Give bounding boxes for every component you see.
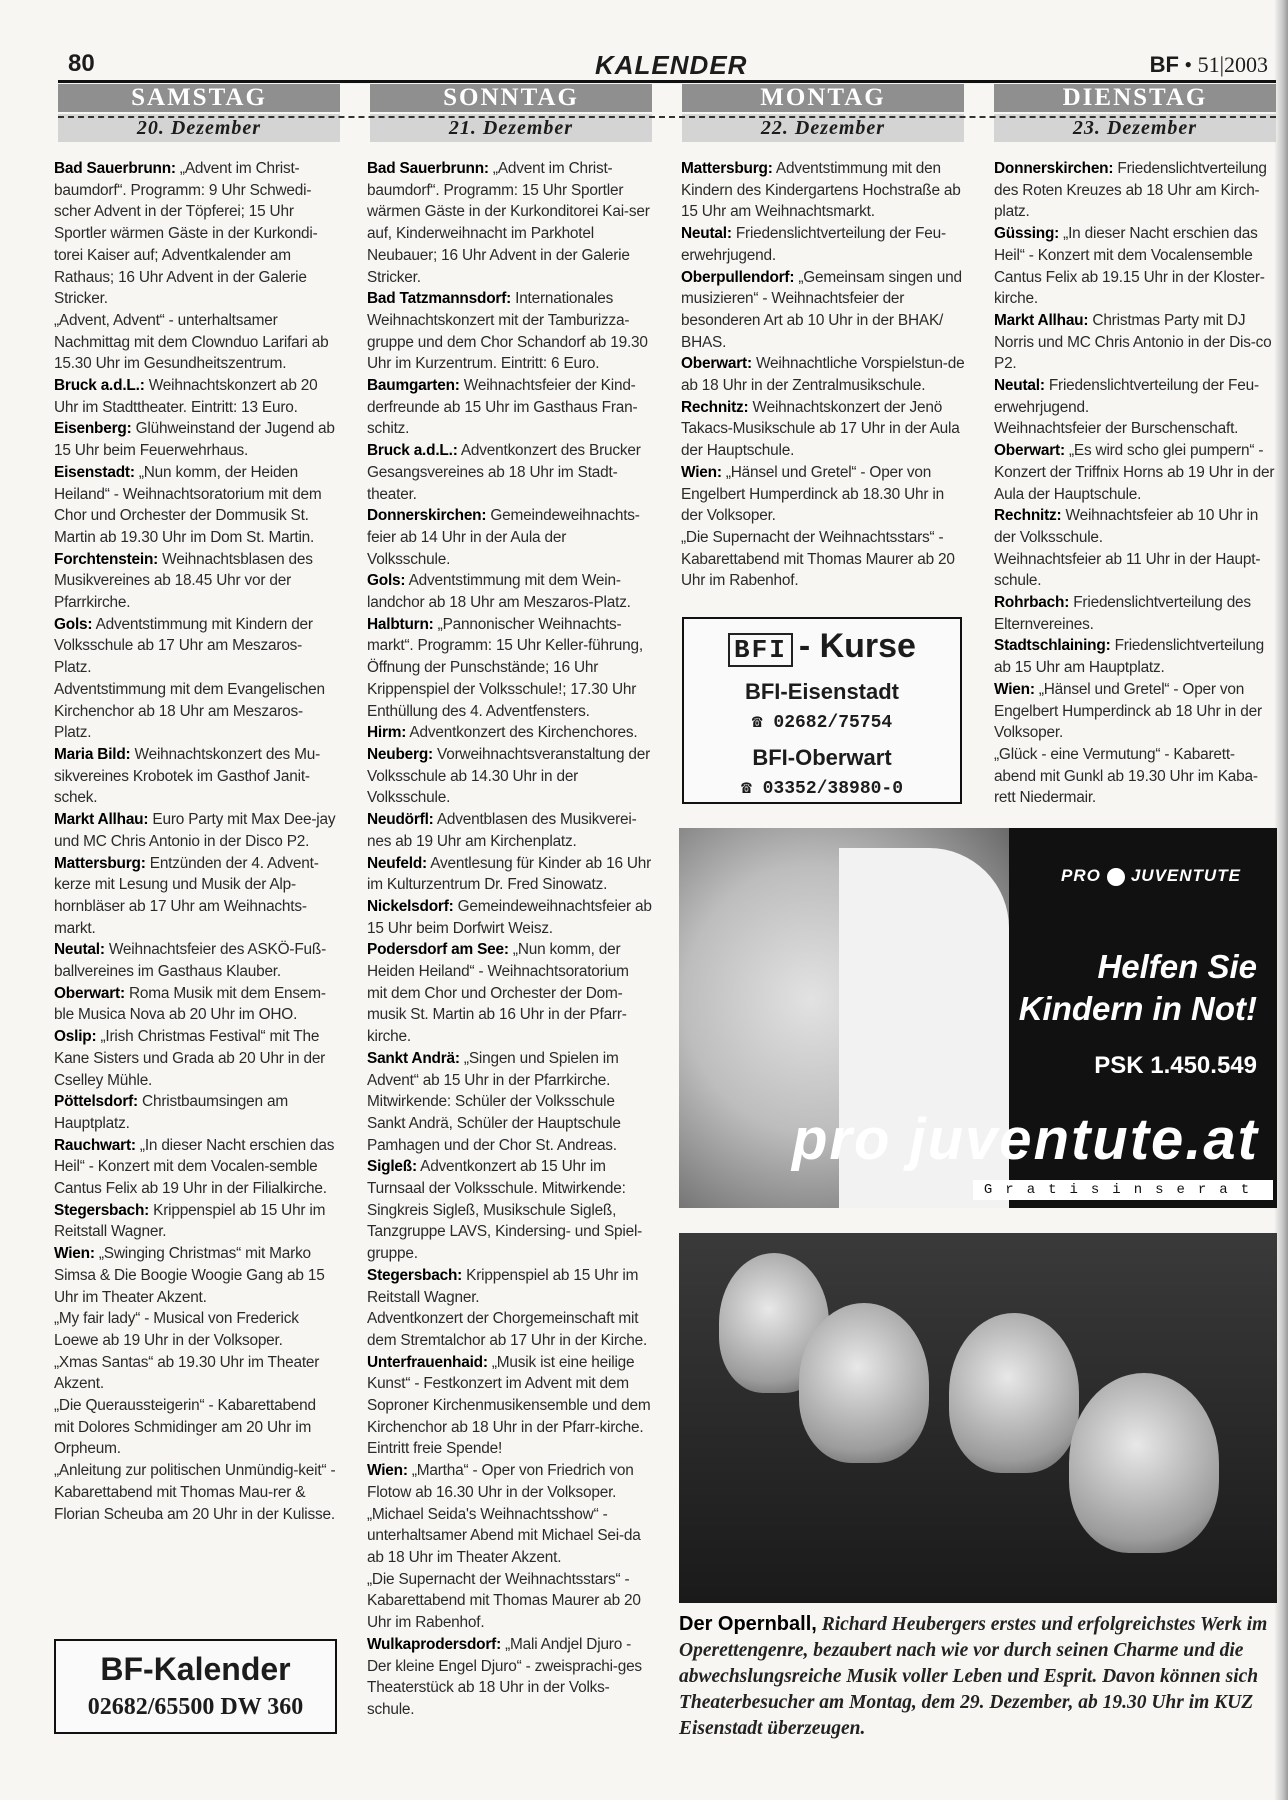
day-header-montag bbox=[682, 84, 964, 146]
event-text: Krippenspiel ab 15 Uhr im Reitstall Wagner. bbox=[54, 1201, 326, 1241]
event-entry bbox=[367, 722, 652, 744]
event-entry bbox=[54, 1308, 339, 1351]
day-date: 21. Dezember bbox=[370, 114, 652, 142]
event-location: Gols: bbox=[367, 572, 406, 590]
event-entry bbox=[367, 744, 652, 809]
event-location: Bad Sauerbrunn: bbox=[54, 160, 176, 177]
event-entry bbox=[54, 418, 339, 461]
event-location: Neudörfl: bbox=[367, 811, 434, 829]
pro-juventute-ad bbox=[679, 828, 1277, 1208]
event-entry bbox=[681, 527, 966, 592]
caption-text: Richard Heubergers erstes und erfolgreichstes Werk im Operettengenre, bezaubert nach wie vor durch seinen Charme und die abwechslungsreiche Musik voller Leben und Esprit. Davon können sich Theaterbesucher am Montag, dem 29. Dezember, ab 19.30 Uhr im KUZ Eisenstadt überzeugen. bbox=[679, 1614, 1268, 1739]
event-location: Markt Allhau: bbox=[54, 811, 149, 829]
event-entry bbox=[681, 223, 966, 266]
event-text: „Gemeinsam singen und musizieren“ - Weihnachtsfeier der besonderen Art ab 10 Uhr in der BHAK/ BHAS. bbox=[681, 268, 962, 351]
event-entry bbox=[994, 375, 1276, 418]
event-entry bbox=[54, 809, 339, 852]
event-location: Rechnitz: bbox=[994, 507, 1062, 525]
event-entry bbox=[367, 1265, 652, 1308]
event-entry bbox=[54, 853, 339, 940]
event-entry bbox=[994, 418, 1276, 440]
event-location: Oberpullendorf: bbox=[681, 268, 795, 286]
event-location: Wien: bbox=[367, 1462, 408, 1480]
event-location: Donnerskirchen: bbox=[367, 507, 487, 525]
event-text: „Advent, Advent“ - unterhaltsamer Nachmittag mit dem Clownduo Larifari ab 15.30 Uhr im Gesundheitszentrum. bbox=[54, 311, 329, 373]
event-location: Rechnitz: bbox=[681, 398, 749, 416]
page-number: 80 bbox=[68, 50, 95, 77]
event-text: „Mali Andjel Djuro - Der kleine Engel Djuro“ - zweisprachi-ges Theaterstück ab 18 Uhr in der Volks-schule. bbox=[367, 1635, 642, 1718]
event-location: Bruck a.d.L.: bbox=[54, 377, 145, 395]
event-location: Mattersburg: bbox=[681, 160, 773, 177]
ad-gratis-tag: Gratisinserat bbox=[973, 1180, 1273, 1200]
event-location: Unterfrauenhaid: bbox=[367, 1353, 488, 1371]
event-location: Wien: bbox=[994, 680, 1035, 698]
event-entry bbox=[367, 1460, 652, 1503]
event-entry bbox=[994, 440, 1276, 505]
event-entry bbox=[994, 744, 1276, 809]
event-location: Maria Bild: bbox=[54, 745, 131, 763]
event-entry bbox=[54, 679, 339, 744]
event-location: Nickelsdorf: bbox=[367, 897, 454, 915]
event-entry bbox=[681, 462, 966, 527]
event-text: Weihnachtliche Vorspielstun-de ab 18 Uhr in der Zentralmusikschule. bbox=[681, 355, 965, 395]
ad-psk: PSK 1.450.549 bbox=[1094, 1052, 1257, 1079]
day-name: SAMSTAG bbox=[58, 84, 340, 112]
issue-separator: • bbox=[1184, 52, 1193, 77]
event-location: Bad Sauerbrunn: bbox=[367, 160, 489, 177]
event-text: Adventkonzert des Kirchenchores. bbox=[406, 724, 638, 742]
day-name: MONTAG bbox=[682, 84, 964, 112]
event-entry bbox=[994, 679, 1276, 744]
day-date: 22. Dezember bbox=[682, 114, 964, 142]
event-location: Wien: bbox=[681, 463, 722, 481]
event-entry bbox=[54, 1352, 339, 1395]
event-entry bbox=[367, 440, 652, 505]
event-text: Weihnachtsfeier der Burschenschaft. bbox=[994, 420, 1239, 438]
event-text: „Anleitung zur politischen Unmündig-keit“ - Kabarettabend mit Thomas Mau-rer & Florian Scheuba am 20 Uhr in der Kulisse. bbox=[54, 1462, 336, 1523]
event-entry bbox=[367, 853, 652, 896]
event-text: „Irish Christmas Festival“ mit The Kane Sisters und Grada ab 20 Uhr in der Cselley Mühle. bbox=[54, 1028, 326, 1089]
event-text: „Singen und Spielen im Advent“ ab 15 Uhr in der Pfarrkirche. Mitwirkende: Schüler der Volksschule Sankt Andrä, Schüler der Hauptschule Pamhagen und der Chor St. Andreas. bbox=[367, 1049, 621, 1154]
event-location: Halbturn: bbox=[367, 615, 434, 633]
event-text: Gemeindeweihnachts-feier ab 14 Uhr in der Aula der Volksschule. bbox=[367, 507, 640, 568]
ad-headline bbox=[927, 946, 1257, 1030]
event-location: Mattersburg: bbox=[54, 854, 146, 872]
ad-headline-line2: Kindern in Not! bbox=[1018, 990, 1257, 1027]
bfi-site-oberwart: BFI-Oberwart bbox=[752, 745, 892, 770]
event-location: Neutal: bbox=[681, 225, 732, 243]
event-entry bbox=[994, 310, 1276, 375]
event-text: „Nun komm, der Heiden Heiland“ - Weihnachtsoratorium mit dem Chor und Orchester der Dommusik St. Martin ab 19.30 Uhr im Dom St. Martin. bbox=[54, 463, 322, 546]
event-text: Adventstimmung mit dem Evangelischen Kirchenchor ab 18 Uhr am Meszaros-Platz. bbox=[54, 680, 325, 742]
person-3 bbox=[949, 1313, 1079, 1473]
event-location: Podersdorf am See: bbox=[367, 941, 509, 959]
event-location: Neutal: bbox=[54, 941, 105, 959]
event-text: Friedenslichtverteilung der Feu-erwehrjugend. bbox=[994, 377, 1259, 416]
day-header-samstag bbox=[58, 84, 340, 146]
event-entry bbox=[367, 158, 652, 288]
bfi-title: - Kurse bbox=[798, 627, 916, 665]
bfi-phone-eisenstadt: ☎ 02682/75754 bbox=[751, 713, 893, 733]
event-text: „Advent im Christ-baumdorf“. Programm: 9 Uhr Schwedi-scher Advent in der Töpferei; 15 Uhr Sportler wärmen Gäste in der Kurkondi-torei Kaiser auf; Adventkalender am Rathaus; 16 Uhr Advent in der Galerie Stricker. bbox=[54, 160, 318, 308]
event-entry bbox=[54, 1091, 339, 1134]
event-entry bbox=[54, 1460, 339, 1525]
event-entry bbox=[367, 1634, 652, 1721]
event-entry bbox=[54, 1395, 339, 1460]
event-text: Roma Musik mit dem Ensem-ble Musica Nova ab 20 Uhr im OHO. bbox=[54, 984, 326, 1024]
event-text: Weihnachtskonzert ab 20 Uhr im Stadttheater. Eintritt: 13 Euro. bbox=[54, 377, 318, 416]
ad-url: pro juventute.at bbox=[791, 1107, 1259, 1172]
event-text: Weihnachtsfeier ab 10 Uhr in der Volksschule. bbox=[994, 507, 1259, 546]
event-location: Eisenstadt: bbox=[54, 463, 135, 481]
event-location: Wulkaprodersdorf: bbox=[367, 1635, 501, 1653]
event-entry bbox=[54, 1135, 339, 1200]
event-location: Stadtschlaining: bbox=[994, 637, 1111, 655]
event-entry bbox=[54, 375, 339, 418]
event-text: „Die Supernacht der Weihnachtsstars“ - Kabarettabend mit Thomas Maurer ab 20 Uhr im Rabenhof. bbox=[681, 528, 955, 590]
person-4 bbox=[1069, 1373, 1219, 1553]
events-column-montag bbox=[681, 158, 966, 592]
bfi-site-eisenstadt: BFI-Eisenstadt bbox=[744, 679, 900, 704]
event-text: Weihnachtskonzert des Mu-sikvereines Krobotek im Gasthof Janit-schek. bbox=[54, 745, 321, 807]
event-entry bbox=[54, 744, 339, 809]
event-text: Weihnachtsfeier des ASKÖ-Fuß-ballvereines im Gasthaus Klauber. bbox=[54, 941, 327, 981]
event-entry bbox=[681, 158, 966, 223]
person-2 bbox=[799, 1303, 929, 1463]
event-location: Bad Tatzmannsdorf: bbox=[367, 290, 512, 308]
event-text: „In dieser Nacht erschien das Heil“ - Konzert mit dem Vocalen-semble Cantus Felix ab 19 Uhr in der Filialkirche. bbox=[54, 1136, 335, 1198]
event-text: „Die Supernacht der Weihnachtsstars“ - Kabarettabend mit Thomas Maurer ab 20 Uhr im Rabenhof. bbox=[367, 1570, 641, 1632]
event-entry bbox=[367, 1352, 652, 1461]
event-text: Krippenspiel ab 15 Uhr im Reitstall Wagner. bbox=[367, 1266, 639, 1306]
event-location: Stegersbach: bbox=[367, 1266, 463, 1284]
event-location: Hirm: bbox=[367, 724, 407, 742]
event-entry bbox=[994, 158, 1276, 223]
event-text: Adventblasen des Musikverei-nes ab 19 Uhr am Kirchenplatz. bbox=[367, 811, 637, 850]
event-entry bbox=[54, 1026, 339, 1091]
event-text: Gemeindeweihnachtsfeier ab 15 Uhr beim Dorfwirt Weisz. bbox=[367, 897, 652, 937]
event-location: Wien: bbox=[54, 1245, 95, 1263]
event-entry bbox=[994, 592, 1276, 635]
pro-juventute-brand bbox=[1061, 866, 1241, 886]
event-location: Pöttelsdorf: bbox=[54, 1093, 138, 1111]
event-text: „Hänsel und Gretel“ - Oper von Engelbert Humperdinck ab 18 Uhr in der Volksoper. bbox=[994, 680, 1262, 742]
event-entry bbox=[367, 1048, 652, 1157]
event-text: „Glück - eine Vermutung“ - Kabarett-abend mit Gunkl ab 19.30 Uhr im Kaba-rett Niedermair. bbox=[994, 745, 1258, 807]
event-text: Weihnachtsblasen des Musikvereines ab 18.45 Uhr vor der Pfarrkirche. bbox=[54, 550, 313, 612]
event-entry bbox=[367, 1504, 652, 1569]
event-text: Aventlesung für Kinder ab 16 Uhr im Kulturzentrum Dr. Fred Sinowatz. bbox=[367, 854, 652, 894]
event-text: „Pannonischer Weihnachts-markt“. Programm: 15 Uhr Keller-führung, Öffnung der Punschstände; 16 Uhr Krippenspiel der Volksschule!; 17.30 Uhr Enthüllung des 4. Adventfensters. bbox=[367, 615, 643, 720]
event-location: Oberwart: bbox=[54, 984, 125, 1002]
event-entry bbox=[54, 1243, 339, 1308]
event-entry bbox=[367, 375, 652, 440]
event-text: Adventkonzert ab 15 Uhr im Turnsaal der Volksschule. Mitwirkende: Singkreis Sigleß, Musikschule Sigleß, Tanzgruppe LAVS, Kindersing- und Spiel-gruppe. bbox=[367, 1158, 643, 1263]
event-text: Weihnachtsfeier ab 11 Uhr in der Haupt-schule. bbox=[994, 550, 1261, 590]
brand-right: JUVENTUTE bbox=[1130, 866, 1241, 885]
opernball-photo bbox=[679, 1233, 1277, 1603]
event-entry bbox=[994, 635, 1276, 678]
event-location: Gols: bbox=[54, 615, 93, 633]
event-location: Neutal: bbox=[994, 377, 1045, 395]
event-entry bbox=[367, 288, 652, 375]
dashed-divider bbox=[58, 116, 1276, 118]
event-entry bbox=[367, 614, 652, 723]
day-header-sonntag bbox=[370, 84, 652, 146]
event-text: „Hänsel und Gretel“ - Oper von Engelbert Humperdinck ab 18.30 Uhr in der Volksoper. bbox=[681, 463, 944, 525]
event-entry bbox=[54, 158, 339, 310]
event-location: Stegersbach: bbox=[54, 1201, 150, 1219]
event-entry bbox=[54, 462, 339, 549]
event-location: Markt Allhau: bbox=[994, 311, 1089, 329]
event-text: Friedenslichtverteilung des Elternvereines. bbox=[994, 594, 1251, 633]
event-text: Friedenslichtverteilung des Roten Kreuzes ab 18 Uhr am Kirch-platz. bbox=[994, 160, 1267, 221]
ad-headline-line1: Helfen Sie bbox=[1097, 948, 1257, 985]
event-text: „Michael Seida's Weihnachtsshow“ - unterhaltsamer Abend mit Michael Sei-da ab 18 Uhr im Theater Akzent. bbox=[367, 1505, 641, 1566]
event-entry bbox=[367, 896, 652, 939]
event-entry bbox=[54, 310, 339, 375]
bfi-ad-box bbox=[682, 617, 962, 804]
day-name: DIENSTAG bbox=[994, 84, 1276, 112]
bf-kalender-title: BF-Kalender bbox=[100, 1651, 291, 1687]
issue-label bbox=[1150, 52, 1268, 78]
event-text: „Advent im Christ-baumdorf“. Programm: 15 Uhr Sportler wärmen Gäste in der Kurkonditorei Kai-ser auf, Kinderweihnacht im Parkhotel Neubauer; 16 Uhr Advent in der Galerie Stricker. bbox=[367, 160, 650, 286]
event-entry bbox=[367, 570, 652, 613]
bf-kalender-phone: 02682/65500 DW 360 bbox=[87, 1694, 304, 1720]
bfi-phone-oberwart: ☎ 03352/38980-0 bbox=[740, 779, 904, 799]
photo-caption bbox=[679, 1612, 1277, 1742]
event-location: Güssing: bbox=[994, 225, 1060, 243]
event-text: „Martha“ - Oper von Friedrich von Flotow ab 16.30 Uhr in der Volksoper. bbox=[367, 1462, 634, 1501]
day-date: 20. Dezember bbox=[58, 114, 340, 142]
event-text: „Nun komm, der Heiden Heiland“ - Weihnachtsoratorium mit dem Chor und Orchester der Dom-musik St. Martin ab 16 Uhr in der Pfarr-kirche. bbox=[367, 941, 629, 1046]
event-location: Bruck a.d.L.: bbox=[367, 442, 458, 460]
event-text: Friedenslichtverteilung ab 15 Uhr am Hauptplatz. bbox=[994, 637, 1264, 677]
event-text: „My fair lady“ - Musical von Frederick Loewe ab 19 Uhr in der Volksoper. bbox=[54, 1310, 299, 1349]
event-location: Neufeld: bbox=[367, 854, 427, 872]
event-location: Oslip: bbox=[54, 1028, 97, 1046]
event-text: Adventstimmung mit dem Wein-landchor ab 18 Uhr am Meszaros-Platz. bbox=[367, 572, 631, 612]
event-location: Oberwart: bbox=[681, 355, 752, 373]
events-column-dienstag bbox=[994, 158, 1276, 809]
event-entry bbox=[54, 983, 339, 1026]
event-entry bbox=[54, 549, 339, 614]
bfi-logo: BFI bbox=[728, 633, 793, 667]
section-title: KALENDER bbox=[595, 50, 748, 80]
bf-kalender-box bbox=[54, 1639, 337, 1734]
day-name: SONNTAG bbox=[370, 84, 652, 112]
issue-brand: BF bbox=[1149, 52, 1179, 77]
event-entry bbox=[681, 353, 966, 396]
event-entry bbox=[54, 939, 339, 982]
event-text: Vorweihnachtsveranstaltung der Volksschule ab 14.30 Uhr in der Volksschule. bbox=[367, 745, 651, 807]
event-location: Neuberg: bbox=[367, 745, 433, 763]
event-text: Adventkonzert des Brucker Gesangsvereines ab 18 Uhr im Stadt-theater. bbox=[367, 442, 641, 503]
event-text: Euro Party mit Max Dee-jay und MC Chris Antonio in der Disco P2. bbox=[54, 811, 336, 850]
event-text: „Musik ist eine heilige Kunst“ - Festkonzert im Advent mit dem Soproner Kirchenmusikensemble und dem Kirchenchor ab 18 Uhr in der Pfarr-kirche. Eintritt freie Spende! bbox=[367, 1353, 651, 1458]
event-entry bbox=[54, 1200, 339, 1243]
event-text: „Swinging Christmas“ mit Marko Simsa & Die Boogie Woogie Gang ab 15 Uhr im Theater Akzent. bbox=[54, 1245, 325, 1306]
caption-lead: Der Opernball, bbox=[679, 1613, 817, 1635]
issue-number: 51|2003 bbox=[1197, 52, 1268, 77]
event-location: Oberwart: bbox=[994, 442, 1065, 460]
event-entry bbox=[367, 809, 652, 852]
day-header-dienstag bbox=[994, 84, 1276, 146]
event-entry bbox=[367, 505, 652, 570]
event-location: Donnerskirchen: bbox=[994, 160, 1114, 177]
event-text: „In dieser Nacht erschien das Heil“ - Konzert mit dem Vocalensemble Cantus Felix ab 19.15 Uhr in der Kloster-kirche. bbox=[994, 225, 1265, 308]
header-rule bbox=[58, 80, 1276, 83]
event-text: Internationales Weihnachtskonzert mit der Tamburizza-gruppe und dem Chor Schandorf ab 19.30 Uhr im Kurzentrum. Eintritt: 6 Euro. bbox=[367, 290, 648, 373]
event-entry bbox=[367, 1308, 652, 1351]
event-location: Sankt Andrä: bbox=[367, 1049, 460, 1067]
event-text: „Xmas Santas“ ab 19.30 Uhr im Theater Akzent. bbox=[54, 1353, 320, 1393]
event-location: Eisenberg: bbox=[54, 420, 132, 438]
event-location: Forchtenstein: bbox=[54, 550, 159, 568]
event-entry bbox=[367, 1156, 652, 1265]
event-text: Glühweinstand der Jugend ab 15 Uhr beim Feuerwehrhaus. bbox=[54, 420, 335, 460]
day-date: 23. Dezember bbox=[994, 114, 1276, 142]
balloon-icon bbox=[1107, 868, 1125, 886]
event-text: Adventkonzert der Chorgemeinschaft mit dem Stremtalchor ab 17 Uhr in der Kirche. bbox=[367, 1310, 648, 1349]
events-column-samstag bbox=[54, 158, 339, 1525]
event-text: Adventstimmung mit den Kindern des Kindergartens Hochstraße ab 15 Uhr am Weihnachtsmarkt. bbox=[681, 160, 961, 221]
event-entry bbox=[681, 267, 966, 354]
event-text: Christmas Party mit DJ Norris und MC Chris Antonio in der Dis-co P2. bbox=[994, 311, 1272, 373]
events-column-sonntag bbox=[367, 158, 652, 1721]
event-entry bbox=[681, 397, 966, 462]
event-text: Christbaumsingen am Hauptplatz. bbox=[54, 1093, 288, 1132]
event-entry bbox=[367, 939, 652, 1048]
event-text: Adventstimmung mit Kindern der Volksschule ab 17 Uhr am Meszaros-Platz. bbox=[54, 615, 313, 677]
event-entry bbox=[367, 1569, 652, 1634]
brand-left: PRO bbox=[1061, 866, 1101, 885]
event-text: Weihnachtsfeier der Kind-derfreunde ab 15 Uhr im Gasthaus Fran-schitz. bbox=[367, 377, 638, 438]
event-entry bbox=[994, 549, 1276, 592]
event-text: „Es wird scho glei pumpern“ - Konzert der Triffnix Horns ab 19 Uhr in der Aula der Hauptschule. bbox=[994, 442, 1275, 503]
event-text: Weihnachtskonzert der Jenö Takacs-Musikschule ab 17 Uhr in der Aula der Hauptschule. bbox=[681, 398, 960, 460]
event-location: Sigleß: bbox=[367, 1158, 417, 1176]
event-text: Entzünden der 4. Advent-kerze mit Lesung und Musik der Alp-hornbläser ab 17 Uhr am Weihnachts-markt. bbox=[54, 854, 319, 937]
event-text: „Die Queraussteigerin“ - Kabarettabend mit Dolores Schmidinger am 20 Uhr im Orpheum. bbox=[54, 1397, 316, 1458]
event-entry bbox=[994, 223, 1276, 310]
event-entry bbox=[994, 505, 1276, 548]
event-location: Rauchwart: bbox=[54, 1136, 136, 1154]
event-location: Baumgarten: bbox=[367, 377, 460, 395]
event-location: Rohrbach: bbox=[994, 594, 1070, 612]
event-entry bbox=[54, 614, 339, 679]
event-text: Friedenslichtverteilung der Feu-erwehrjugend. bbox=[681, 225, 946, 264]
